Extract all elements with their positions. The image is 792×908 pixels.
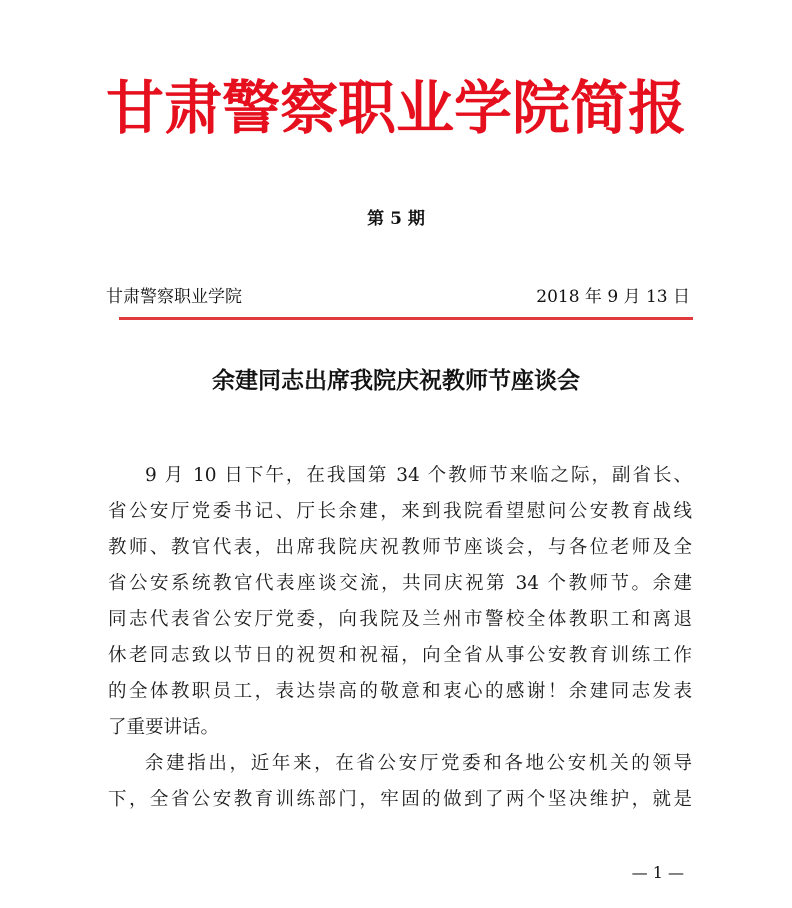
body-line: 的全体教职员工，表达崇高的敬意和衷心的感谢！余建同志发表 <box>108 681 692 702</box>
red-divider-line <box>119 317 693 320</box>
publish-date: 2018 年 9 月 13 日 <box>536 287 690 307</box>
body-line: 同志代表省公安厅党委，向我院及兰州市警校全体教职工和离退 <box>108 609 692 630</box>
body-line: 余建指出，近年来，在省公安厅党委和各地公安机关的领导 <box>145 753 692 774</box>
body-line: 省公安厅党委书记、厅长余建，来到我院看望慰问公安教育战线 <box>108 501 692 522</box>
body-line: 下，全省公安教育训练部门，牢固的做到了两个坚决维护，就是 <box>108 789 692 810</box>
body-line: 休老同志致以节日的祝贺和祝福，向全省从事公安教育训练工作 <box>108 645 692 666</box>
publisher-name: 甘肃警察职业学院 <box>106 287 242 307</box>
issue-number: 第 5 期 <box>367 209 425 229</box>
body-line: 省公安系统教官代表座谈交流，共同庆祝第 34 个教师节。余建 <box>108 573 692 594</box>
article-body <box>108 458 692 818</box>
article-title: 余建同志出席我院庆祝教师节座谈会 <box>212 367 580 394</box>
body-line: 教师、教官代表，出席我院庆祝教师节座谈会，与各位老师及全 <box>108 537 692 558</box>
body-line: 9 月 10 日下午，在我国第 34 个教师节来临之际，副省长、 <box>145 465 692 486</box>
masthead-title: 甘肃警察职业学院简报 <box>105 74 686 142</box>
body-line: 了重要讲话。 <box>108 717 220 738</box>
page-number: — 1 — <box>631 863 684 882</box>
